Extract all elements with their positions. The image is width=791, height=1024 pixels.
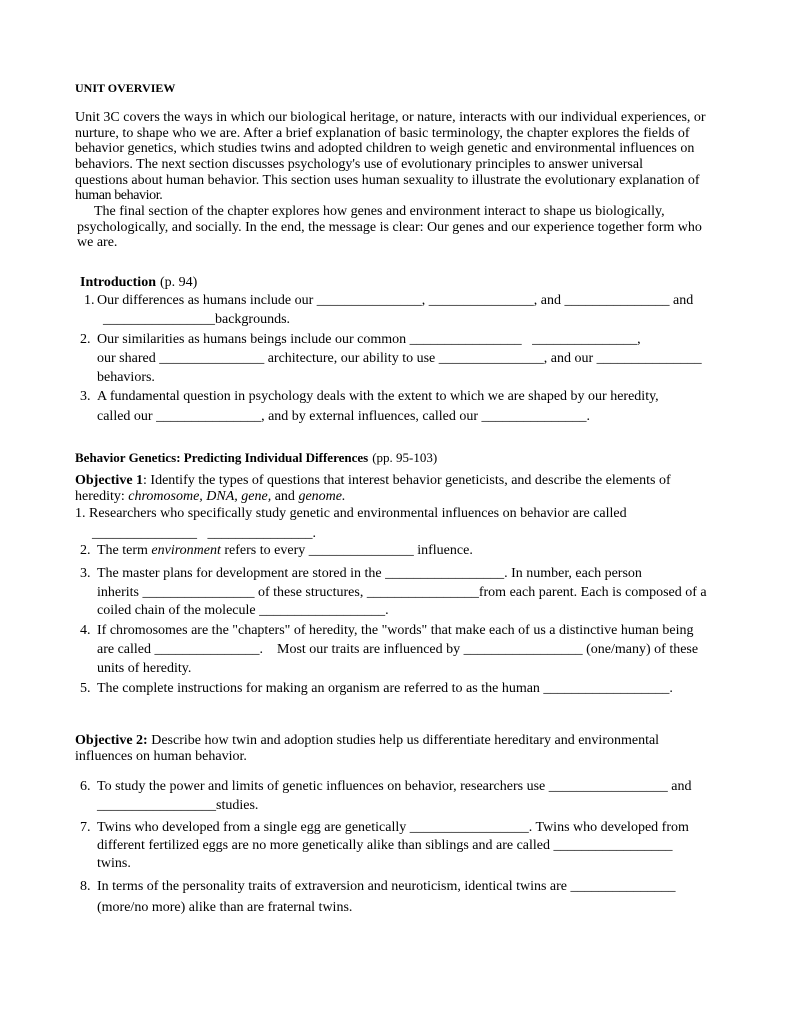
- question-line: Our similarities as humans beings include our common ________________ _______________,: [97, 332, 641, 347]
- behavior-genetics-title: Behavior Genetics: Predicting Individual Differences: [75, 450, 369, 465]
- overview-paragraph-line: psychologically, and socially. In the end, the message is clear: Our genes and our experience together form who: [77, 220, 702, 235]
- objective-2-label: Objective 2:: [75, 733, 148, 748]
- question-number: 1.: [75, 506, 86, 521]
- question-line: twins.: [97, 856, 131, 871]
- question-text: The term: [97, 543, 152, 558]
- question-line: (more/no more) alike than are fraternal twins.: [97, 900, 353, 915]
- overview-paragraph-line: human behavior.: [75, 188, 163, 203]
- question-line: _________________studies.: [97, 798, 259, 813]
- objective-1-text: and: [271, 489, 299, 504]
- question-line: different fertilized eggs are no more genetically alike than siblings and are called _________________: [97, 838, 673, 853]
- question-term: environment: [151, 543, 221, 558]
- question-line: inherits ________________ of these structures, ________________from each parent. Each is composed of a: [97, 585, 707, 600]
- objective-2-line: influences on human behavior.: [75, 749, 247, 764]
- overview-paragraph-line: The final section of the chapter explores how genes and environment interact to shape us biologically,: [94, 204, 665, 219]
- objective-1-line: [75, 489, 345, 505]
- objective-2-text: Describe how twin and adoption studies help us differentiate hereditary and environmental: [147, 733, 660, 748]
- question-number: 2.: [80, 543, 91, 558]
- question-number: 8.: [80, 879, 91, 894]
- question-line: ________________backgrounds.: [103, 312, 291, 327]
- question-number: 5.: [80, 681, 91, 696]
- objective-1-text: heredity:: [75, 489, 129, 504]
- overview-paragraph-line: Unit 3C covers the ways in which our biological heritage, or nature, interacts with our individual experiences, or: [75, 110, 706, 125]
- overview-paragraph-line: behavior genetics, which studies twins and adopted children to weigh genetic and environmental influences on: [75, 141, 695, 156]
- overview-paragraph-line: behaviors. The next section discusses psychology's use of evolutionary principles to answer universal: [75, 157, 643, 172]
- question-line: are called _______________. Most our traits are influenced by _________________ (one/many) of these: [97, 642, 699, 657]
- question-line: our shared _______________ architecture, our ability to use _______________, and our _______________: [97, 351, 702, 366]
- question-number: 2.: [80, 332, 91, 347]
- question-line: Twins who developed from a single egg are genetically _________________. Twins who developed from: [97, 820, 689, 835]
- question-number: 4.: [80, 623, 91, 638]
- overview-paragraph-line: we are.: [77, 235, 118, 250]
- question-line: The complete instructions for making an organism are referred to as the human __________________.: [97, 681, 673, 696]
- introduction-heading: [80, 275, 197, 291]
- question-text: refers to every _______________ influence.: [220, 543, 473, 558]
- behavior-genetics-heading: [75, 450, 437, 466]
- question-line: Researchers who specifically study genetic and environmental influences on behavior are called: [89, 506, 627, 521]
- question-line: In terms of the personality traits of extraversion and neuroticism, identical twins are _______________: [97, 879, 676, 894]
- question-line: _______________ _______________.: [92, 526, 316, 541]
- objective-1-terms: chromosome, DNA, gene,: [128, 489, 272, 504]
- objective-1-line: [75, 473, 671, 489]
- question-number: 3.: [80, 566, 91, 581]
- objective-1-label: Objective 1: [75, 473, 144, 488]
- objective-1-terms: genome.: [298, 489, 346, 504]
- question-number: 6.: [80, 779, 91, 794]
- objective-2-line: [75, 733, 659, 749]
- question-number: 1.: [84, 293, 95, 308]
- introduction-pages: (p. 94): [159, 275, 198, 290]
- question-line: [97, 543, 473, 559]
- question-number: 3.: [80, 389, 91, 404]
- question-line: behaviors.: [97, 370, 155, 385]
- overview-paragraph-line: questions about human behavior. This section uses human sexuality to illustrate the evolutionary explanation of: [75, 173, 700, 188]
- question-line: units of heredity.: [97, 661, 192, 676]
- question-line: A fundamental question in psychology deals with the extent to which we are shaped by our heredity,: [97, 389, 659, 404]
- overview-paragraph-line: nurture, to shape who we are. After a brief explanation of basic terminology, the chapter explores the fields of: [75, 126, 690, 141]
- question-line: called our _______________, and by external influences, called our _______________.: [97, 409, 590, 424]
- question-line: If chromosomes are the "chapters" of heredity, the "words" that make each of us a distinctive human being: [97, 623, 694, 638]
- question-line: Our differences as humans include our _______________, _______________, and _______________ and: [97, 293, 694, 308]
- question-line: coiled chain of the molecule __________________.: [97, 603, 389, 618]
- introduction-title: Introduction: [80, 275, 156, 290]
- question-line: To study the power and limits of genetic influences on behavior, researchers use _________________ and: [97, 779, 692, 794]
- question-line: The master plans for development are stored in the _________________. In number, each person: [97, 566, 642, 581]
- unit-overview-heading: UNIT OVERVIEW: [75, 81, 176, 95]
- question-number: 7.: [80, 820, 91, 835]
- objective-1-text: : Identify the types of questions that interest behavior geneticists, and describe the elements of: [143, 473, 671, 488]
- behavior-genetics-pages: (pp. 95-103): [372, 450, 438, 465]
